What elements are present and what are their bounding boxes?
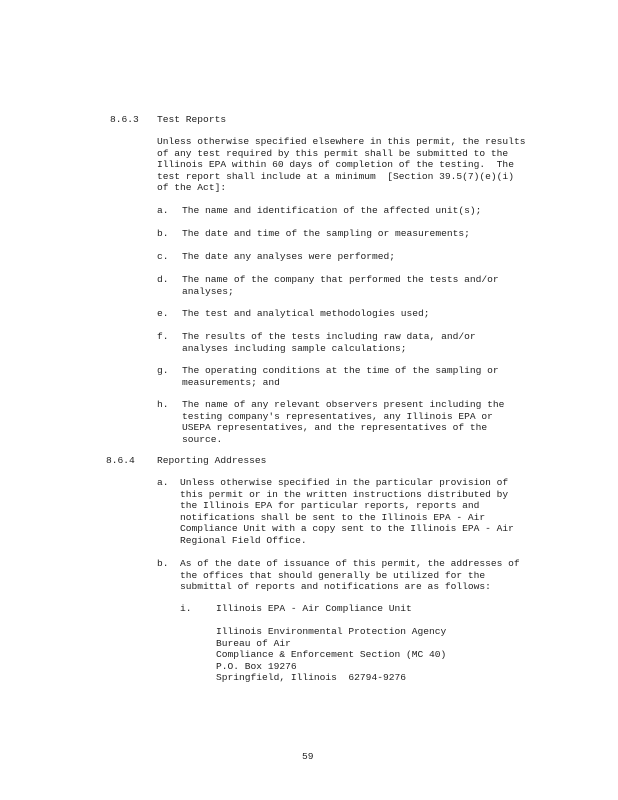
- list-item-text: The name of any relevant observers present including the testing company's representatives, any Illinois EPA or USEPA representatives, and the representatives of the source.: [182, 399, 505, 445]
- list-item-text: The operating conditions at the time of the sampling or measurements; and: [182, 365, 499, 388]
- list-item-label: g.: [157, 365, 169, 376]
- list-item-text: The name of the company that performed the tests and/or analyses;: [182, 274, 499, 297]
- sub-list-item-heading: Illinois EPA - Air Compliance Unit: [216, 603, 412, 614]
- list-item-label: d.: [157, 274, 169, 285]
- list-item-text: The name and identification of the affected unit(s);: [182, 205, 482, 216]
- section-title: Reporting Addresses: [157, 455, 267, 466]
- list-item-text: The test and analytical methodologies used;: [182, 308, 430, 319]
- page-number: 59: [302, 751, 314, 762]
- list-item-label: e.: [157, 308, 169, 319]
- mailing-address: Illinois Environmental Protection Agency Bureau of Air Compliance & Enforcement Section (MC 40) P.O. Box 19276 Springfield, Illinois 62794-9276: [216, 626, 447, 683]
- list-item-label: h.: [157, 399, 169, 410]
- list-item-text: The results of the tests including raw data, and/or analyses including sample calculations;: [182, 331, 476, 354]
- list-item-label: c.: [157, 251, 169, 262]
- list-item-text: Unless otherwise specified in the particular provision of this permit or in the written instructions distributed by the Illinois EPA for particular reports, reports and notifications shall be sent to the Illinois EPA - Air Compliance Unit with a copy sent to the Illinois EPA - Air Regional Field Office.: [180, 477, 514, 546]
- list-item-text: As of the date of issuance of this permit, the addresses of the offices that should generally be utilized for the submittal of reports and notifications are as follows:: [180, 558, 520, 592]
- sub-list-item-label: i.: [180, 603, 192, 614]
- section-intro-paragraph: Unless otherwise specified elsewhere in this permit, the results of any test required by this permit shall be submitted to the Illinois EPA within 60 days of completion of the testing. The test report shall include at a minimum [Section 39.5(7)(e)(i) of the Act]:: [157, 136, 526, 193]
- list-item-label: a.: [157, 477, 169, 488]
- section-title: Test Reports: [157, 114, 227, 125]
- section-number: 8.6.4: [106, 455, 135, 466]
- list-item-label: b.: [157, 228, 169, 239]
- list-item-text: The date any analyses were performed;: [182, 251, 396, 262]
- list-item-label: b.: [157, 558, 169, 569]
- list-item-label: a.: [157, 205, 169, 216]
- section-number: 8.6.3: [110, 114, 139, 125]
- list-item-label: f.: [157, 331, 169, 342]
- list-item-text: The date and time of the sampling or measurements;: [182, 228, 470, 239]
